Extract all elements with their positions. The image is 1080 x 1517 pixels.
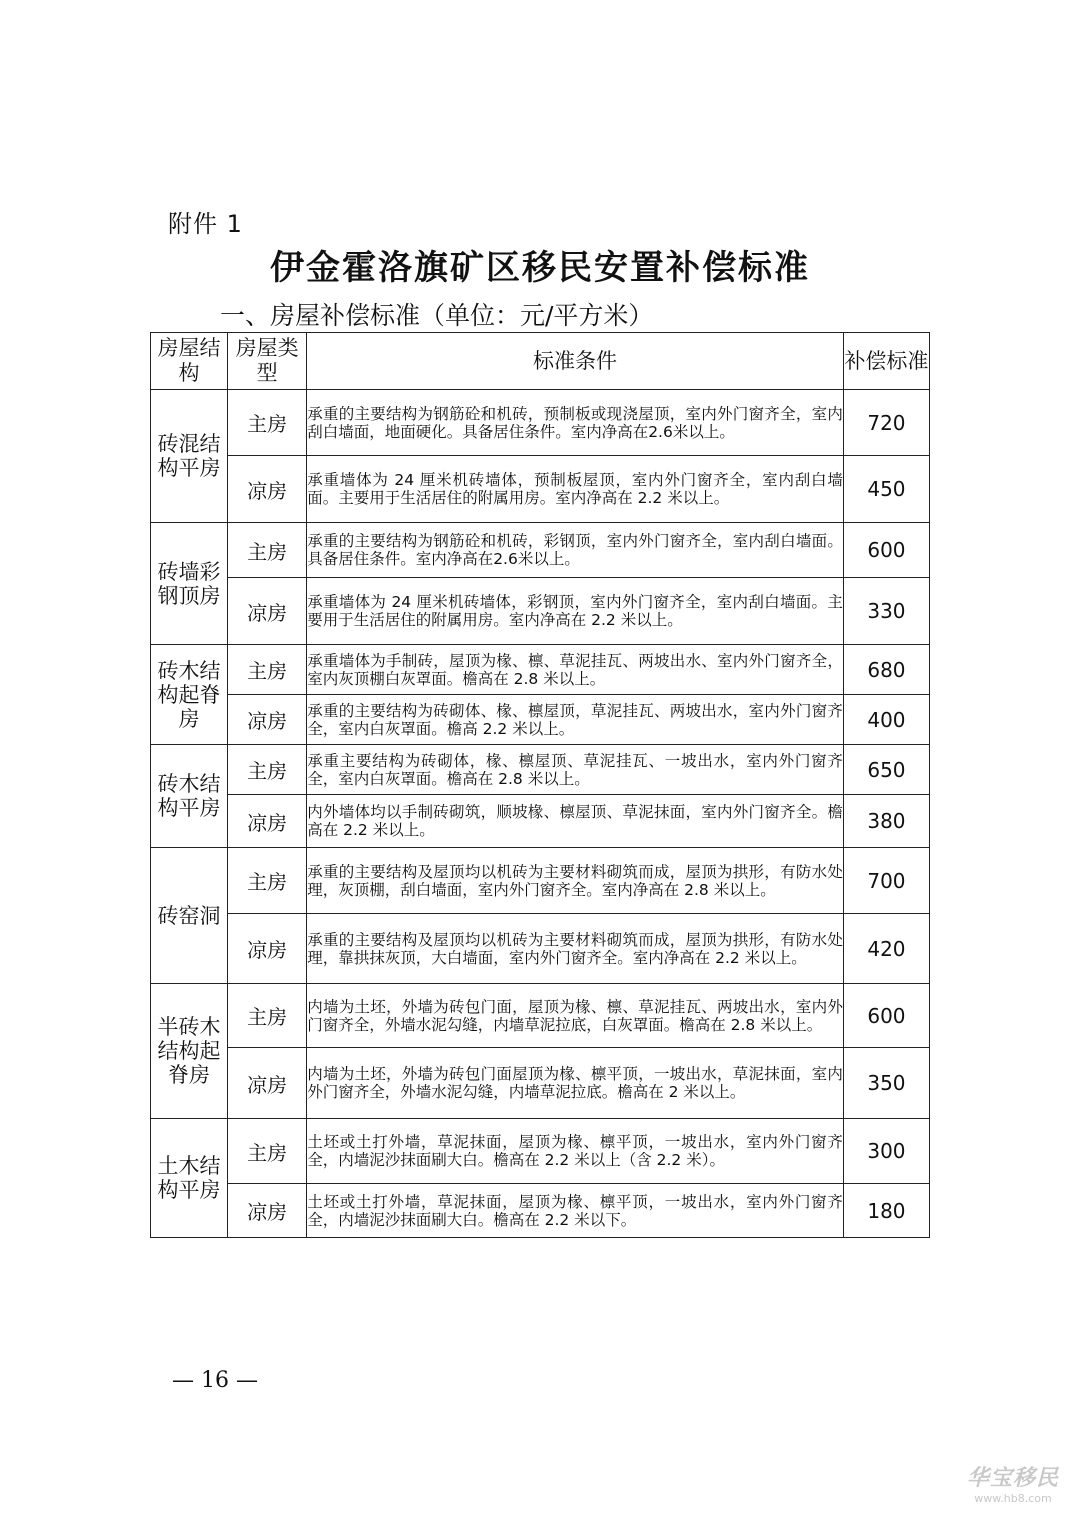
price-cell: 720 [843,390,929,456]
condition-cell: 承重墙体为手制砖，屋顶为椽、檩、草泥挂瓦、两坡出水、室内外门窗齐全，室内灰顶棚白灰罩面。檐高在 2.8 米以上。 [307,645,844,695]
price-cell: 450 [843,456,929,523]
table-row [151,745,930,795]
watermark-logo: 华宝移民 [966,1466,1059,1491]
watermark-url: www.hb8.com [974,1492,1052,1505]
price-cell: 650 [843,745,929,795]
header-standard: 补偿标准 [843,333,929,390]
price-cell: 680 [843,645,929,695]
table-row [151,390,930,456]
type-cell: 主房 [228,745,307,795]
type-cell: 凉房 [228,456,307,523]
condition-cell: 承重的主要结构为钢筋砼和机砖，预制板或现浇屋顶，室内外门窗齐全，室内刮白墙面，地面硬化。具备居住条件。室内净高在2.6米以上。 [307,390,844,456]
document-title: 伊金霍洛旗矿区移民安置补偿标准 [270,248,810,288]
structure-cell: 砖木结构起脊房 [151,645,228,745]
price-cell: 600 [843,523,929,578]
condition-cell: 承重的主要结构及屋顶均以机砖为主要材料砌筑而成，屋顶为拱形，有防水处理，靠拱抹灰顶，大白墙面，室内外门窗齐全。室内净高在 2.2 米以上。 [307,914,844,984]
type-cell: 主房 [228,523,307,578]
table-row [151,984,930,1048]
watermark [958,1466,1068,1506]
structure-cell: 砖木结构平房 [151,745,228,848]
type-cell: 凉房 [228,1048,307,1119]
price-cell: 380 [843,795,929,848]
table-row [151,914,930,984]
type-cell: 主房 [228,1119,307,1184]
price-cell: 180 [843,1184,929,1238]
type-cell: 凉房 [228,695,307,745]
condition-cell: 承重的主要结构及屋顶均以机砖为主要材料砌筑而成，屋顶为拱形，有防水处理，灰顶棚，刮白墙面，室内外门窗齐全。室内净高在 2.8 米以上。 [307,848,844,914]
price-cell: 330 [843,578,929,645]
condition-cell: 内墙为土坯，外墙为砖包门面，屋顶为椽、檩、草泥挂瓦、两坡出水，室内外门窗齐全，外墙水泥勾缝，内墙草泥拉底，白灰罩面。檐高在 2.8 米以上。 [307,984,844,1048]
condition-cell: 承重主要结构为砖砌体，椽、檩屋顶、草泥挂瓦、一坡出水，室内外门窗齐全，室内白灰罩面。檐高在 2.8 米以上。 [307,745,844,795]
attachment-label: 附件 1 [168,210,243,238]
type-cell: 凉房 [228,578,307,645]
compensation-table [150,332,930,1238]
header-structure: 房屋结构 [151,333,228,390]
condition-cell: 承重的主要结构为钢筋砼和机砖，彩钢顶，室内外门窗齐全，室内刮白墙面。具备居住条件。室内净高在2.6米以上。 [307,523,844,578]
structure-cell: 土木结构平房 [151,1119,228,1238]
structure-cell: 砖混结构平房 [151,390,228,523]
type-cell: 凉房 [228,1184,307,1238]
table-row [151,848,930,914]
table-row [151,523,930,578]
table-row [151,1184,930,1238]
price-cell: 420 [843,914,929,984]
table-row [151,1119,930,1184]
condition-cell: 内墙为土坯，外墙为砖包门面屋顶为椽、檩平顶，一坡出水，草泥抹面，室内外门窗齐全，外墙水泥勾缝，内墙草泥拉底。檐高在 2 米以上。 [307,1048,844,1119]
structure-cell: 砖窑洞 [151,848,228,984]
condition-cell: 承重墙体为 24 厘米机砖墙体，预制板屋顶，室内外门窗齐全，室内刮白墙面。主要用于生活居住的附属用房。室内净高在 2.2 米以上。 [307,456,844,523]
price-cell: 600 [843,984,929,1048]
condition-cell: 土坯或土打外墙，草泥抹面，屋顶为椽、檩平顶，一坡出水，室内外门窗齐全，内墙泥沙抹面刷大白。檐高在 2.2 米以上（含 2.2 米）。 [307,1119,844,1184]
type-cell: 凉房 [228,795,307,848]
page-number: — 16 — [172,1368,258,1393]
type-cell: 主房 [228,984,307,1048]
condition-cell: 承重的主要结构为砖砌体、椽、檩屋顶，草泥挂瓦、两坡出水，室内外门窗齐全，室内白灰罩面。檐高 2.2 米以上。 [307,695,844,745]
price-cell: 300 [843,1119,929,1184]
table-row [151,795,930,848]
condition-cell: 承重墙体为 24 厘米机砖墙体，彩钢顶，室内外门窗齐全，室内刮白墙面。主要用于生活居住的附属用房。室内净高在 2.2 米以上。 [307,578,844,645]
header-conditions: 标准条件 [307,333,844,390]
table-row [151,645,930,695]
structure-cell: 砖墙彩钢顶房 [151,523,228,645]
condition-cell: 内外墙体均以手制砖砌筑，顺坡椽、檩屋顶、草泥抹面，室内外门窗齐全。檐高在 2.2 米以上。 [307,795,844,848]
type-cell: 主房 [228,848,307,914]
table-row [151,456,930,523]
price-cell: 700 [843,848,929,914]
type-cell: 主房 [228,390,307,456]
table-header-row [151,333,930,390]
header-type: 房屋类型 [228,333,307,390]
type-cell: 凉房 [228,914,307,984]
price-cell: 400 [843,695,929,745]
price-cell: 350 [843,1048,929,1119]
table-row [151,695,930,745]
section-heading: 一、房屋补偿标准（单位：元/平方米） [220,301,654,330]
structure-cell: 半砖木结构起脊房 [151,984,228,1119]
condition-cell: 土坯或土打外墙，草泥抹面，屋顶为椽、檩平顶，一坡出水，室内外门窗齐全，内墙泥沙抹面刷大白。檐高在 2.2 米以下。 [307,1184,844,1238]
table-row [151,1048,930,1119]
table-row [151,578,930,645]
type-cell: 主房 [228,645,307,695]
